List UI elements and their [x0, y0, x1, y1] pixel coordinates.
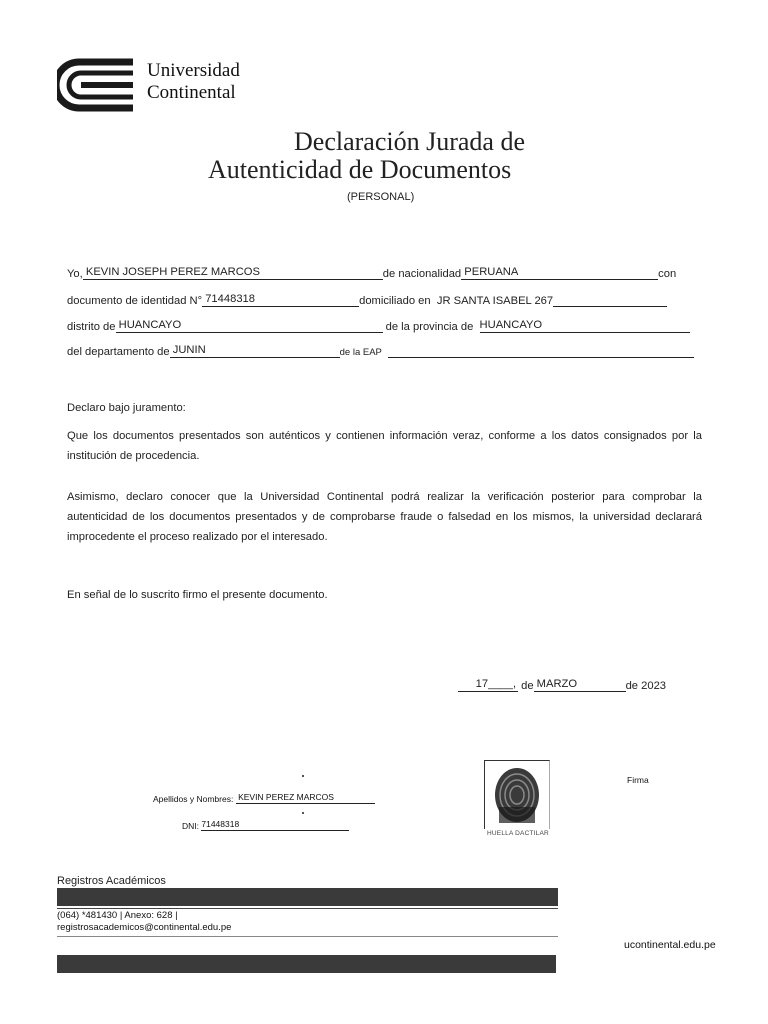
nationality-label: de nacionalidad	[382, 268, 462, 280]
date-line	[458, 678, 666, 692]
fingerprint-box	[484, 760, 550, 829]
logo-wordmark	[147, 60, 240, 104]
domicile-underline	[553, 293, 667, 307]
yo-label: Yo,	[67, 268, 83, 280]
footer-department: Registros Académicos	[57, 875, 166, 887]
date-de-1: de	[521, 680, 534, 692]
paragraph-3: En señal de lo suscrito firmo el presente documento.	[67, 589, 328, 601]
date-comma: ,	[513, 678, 517, 690]
fingerprint-icon	[485, 761, 549, 829]
footer-phone: (064) *481430 | Anexo: 628 |	[57, 910, 178, 921]
district-field: HUANCAYO	[116, 319, 383, 333]
doc-label: documento de identidad N°	[67, 295, 203, 307]
date-de-2: de	[625, 680, 639, 692]
doc-number-field: 71448318	[202, 293, 359, 307]
department-label: del departamento de	[67, 346, 170, 358]
eap-field	[388, 344, 694, 358]
eap-label: de la EAP	[339, 347, 382, 358]
document-title-line-1: Declaración Jurada de	[294, 127, 525, 156]
document-subtitle: (PERSONAL)	[347, 191, 415, 203]
dot-mark	[302, 812, 304, 814]
day-field: 17____	[458, 678, 513, 692]
footer-email: registrosacademicos@continental.edu.pe	[57, 922, 232, 933]
month-field: MARZO	[534, 678, 626, 692]
names-line	[153, 792, 375, 804]
form-line-2	[67, 293, 667, 307]
domicile-label: domiciliado en	[359, 295, 431, 307]
document-title-line-2: Autenticidad de Documentos	[208, 155, 512, 184]
footer-divider	[57, 908, 558, 909]
logo-line-2: Continental	[147, 82, 236, 103]
province-field: HUANCAYO	[480, 319, 690, 333]
footer-bar-bottom	[57, 955, 556, 973]
form-line-3	[67, 319, 690, 333]
form-line-4	[67, 344, 694, 358]
district-label: distrito de	[67, 321, 116, 333]
footer-divider	[57, 936, 558, 937]
form-line-1	[67, 266, 676, 280]
paragraph-1: Que los documentos presentados son auténticos y contienen información veraz, conforme a los datos consignados por la institución de procedencia.	[67, 430, 702, 462]
university-logo-icon	[57, 58, 135, 112]
declaro-heading: Declaro bajo juramento:	[67, 402, 186, 414]
dni-label: DNI:	[182, 821, 199, 831]
names-field: KEVIN PEREZ MARCOS	[236, 792, 375, 804]
domicile-value: JR SANTA ISABEL 267	[436, 295, 554, 307]
fingerprint-label: HUELLA DACTILAR	[487, 830, 549, 837]
name-field: KEVIN JOSEPH PEREZ MARCOS	[83, 266, 383, 280]
paragraph-2: Asimismo, declaro conocer que la Universidad Continental podrá realizar la verificación posterior para comprobar la autenticidad de los documentos presentados y de comprobarse fraude o falsedad en los mismos, la universidad declarará improcedente el proceso realizado por el interesado.	[67, 491, 702, 543]
dni-line	[182, 819, 349, 831]
names-label: Apellidos y Nombres:	[153, 794, 234, 804]
nationality-field: PERUANA	[461, 266, 658, 280]
firma-label: Firma	[627, 775, 649, 785]
con-label: con	[658, 268, 677, 280]
province-label: de la provincia de	[385, 321, 474, 333]
dni-field: 71448318	[201, 819, 349, 831]
logo-line-1: Universidad	[147, 60, 240, 81]
department-field: JUNIN	[170, 344, 340, 358]
footer-bar-top	[57, 888, 558, 906]
dot-mark	[302, 775, 304, 777]
footer-website: ucontinental.edu.pe	[624, 939, 716, 951]
year-value: 2023	[641, 680, 667, 692]
